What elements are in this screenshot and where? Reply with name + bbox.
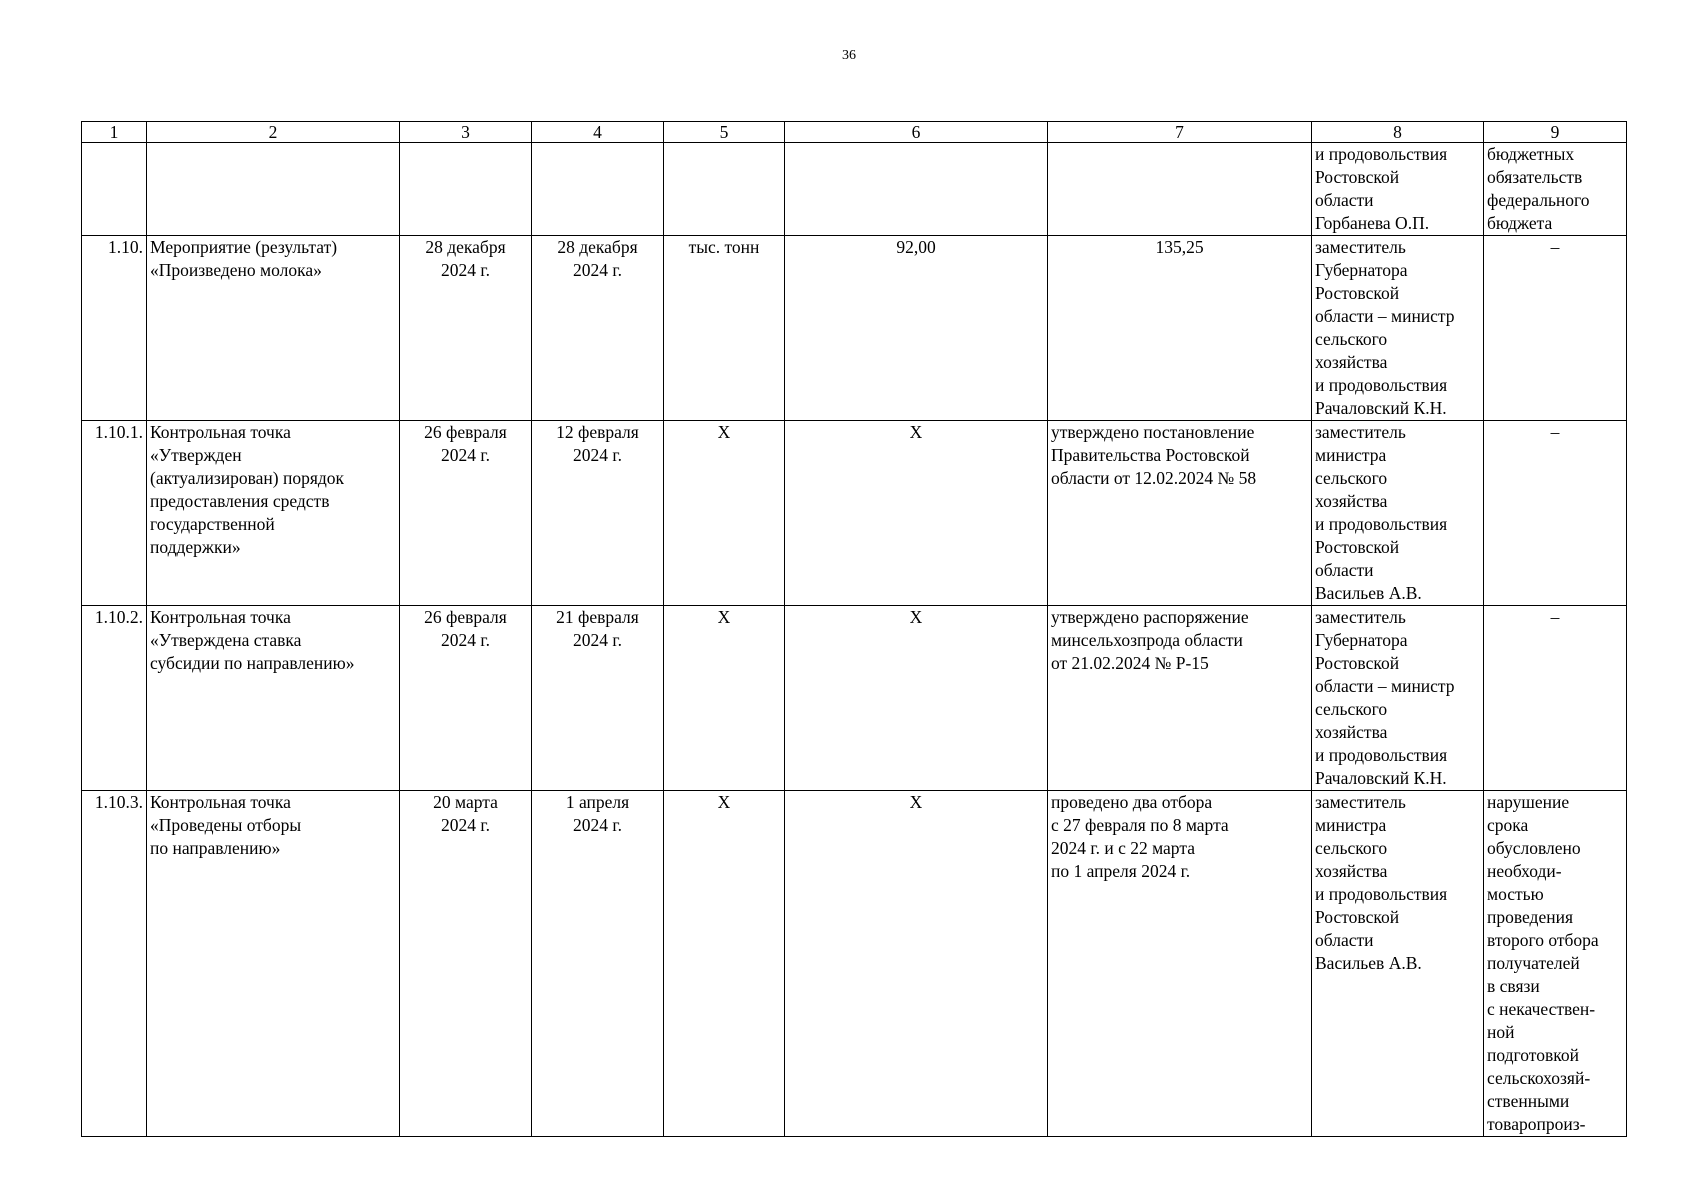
row-number-cell: 1.10.2. (82, 606, 147, 791)
responsible-cell: и продовольствия Ростовской области Горбанева О.П. (1312, 143, 1484, 236)
column-header: 1 (82, 122, 147, 143)
fact-date-cell: 1 апреля 2024 г. (532, 791, 664, 1137)
result-cell: утверждено постановление Правительства Ростовской области от 12.02.2024 № 58 (1048, 421, 1312, 606)
plan-date-cell (400, 143, 532, 236)
report-table (81, 121, 1627, 1137)
result-cell: утверждено распоряжение минсельхозпрода области от 21.02.2024 № Р-15 (1048, 606, 1312, 791)
column-header: 5 (664, 122, 785, 143)
plan-value-cell: X (785, 791, 1048, 1137)
result-cell (1048, 143, 1312, 236)
notes-cell: – (1484, 236, 1627, 421)
result-cell: проведено два отбора с 27 февраля по 8 марта 2024 г. и с 22 марта по 1 апреля 2024 г. (1048, 791, 1312, 1137)
row-number-cell: 1.10.1. (82, 421, 147, 606)
column-header: 9 (1484, 122, 1627, 143)
table-row (82, 143, 1627, 236)
result-cell: 135,25 (1048, 236, 1312, 421)
column-header: 6 (785, 122, 1048, 143)
fact-date-cell (532, 143, 664, 236)
responsible-cell: заместитель Губернатора Ростовской области – министр сельского хозяйства и продовольствия Рачаловский К.Н. (1312, 606, 1484, 791)
fact-date-cell: 28 декабря 2024 г. (532, 236, 664, 421)
plan-value-cell: X (785, 421, 1048, 606)
fact-date-cell: 12 февраля 2024 г. (532, 421, 664, 606)
unit-cell: X (664, 421, 785, 606)
column-header: 2 (147, 122, 400, 143)
table-row (82, 236, 1627, 421)
responsible-cell: заместитель министра сельского хозяйства и продовольствия Ростовской области Васильев А.В. (1312, 421, 1484, 606)
unit-cell (664, 143, 785, 236)
plan-date-cell: 20 марта 2024 г. (400, 791, 532, 1137)
row-number-cell: 1.10.3. (82, 791, 147, 1137)
table-row (82, 791, 1627, 1137)
unit-cell: X (664, 791, 785, 1137)
plan-date-cell: 26 февраля 2024 г. (400, 421, 532, 606)
column-header: 7 (1048, 122, 1312, 143)
responsible-cell: заместитель министра сельского хозяйства и продовольствия Ростовской области Васильев А.В. (1312, 791, 1484, 1137)
notes-cell: бюджетных обязательств федерального бюджета (1484, 143, 1627, 236)
item-name-cell: Контрольная точка «Проведены отборы по направлению» (147, 791, 400, 1137)
unit-cell: X (664, 606, 785, 791)
responsible-cell: заместитель Губернатора Ростовской области – министр сельского хозяйства и продовольствия Рачаловский К.Н. (1312, 236, 1484, 421)
table-row (82, 606, 1627, 791)
column-header: 4 (532, 122, 664, 143)
column-header: 8 (1312, 122, 1484, 143)
item-name-cell: Мероприятие (результат) «Произведено молока» (147, 236, 400, 421)
notes-cell: – (1484, 421, 1627, 606)
page-number: 36 (842, 48, 856, 63)
item-name-cell: Контрольная точка «Утверждена ставка субсидии по направлению» (147, 606, 400, 791)
fact-date-cell: 21 февраля 2024 г. (532, 606, 664, 791)
row-number-cell (82, 143, 147, 236)
plan-value-cell: X (785, 606, 1048, 791)
item-name-cell: Контрольная точка «Утвержден (актуализирован) порядок предоставления средств государственной поддержки» (147, 421, 400, 606)
row-number-cell: 1.10. (82, 236, 147, 421)
plan-date-cell: 28 декабря 2024 г. (400, 236, 532, 421)
item-name-cell (147, 143, 400, 236)
table-row (82, 421, 1627, 606)
column-number-row (82, 122, 1627, 143)
column-header: 3 (400, 122, 532, 143)
plan-date-cell: 26 февраля 2024 г. (400, 606, 532, 791)
notes-cell: – (1484, 606, 1627, 791)
notes-cell: нарушение срока обусловлено необходи- мостью проведения второго отбора получателей в связи с некачествен- ной подготовкой сельскохозяй- ственными товаропроиз- (1484, 791, 1627, 1137)
unit-cell: тыс. тонн (664, 236, 785, 421)
plan-value-cell: 92,00 (785, 236, 1048, 421)
plan-value-cell (785, 143, 1048, 236)
